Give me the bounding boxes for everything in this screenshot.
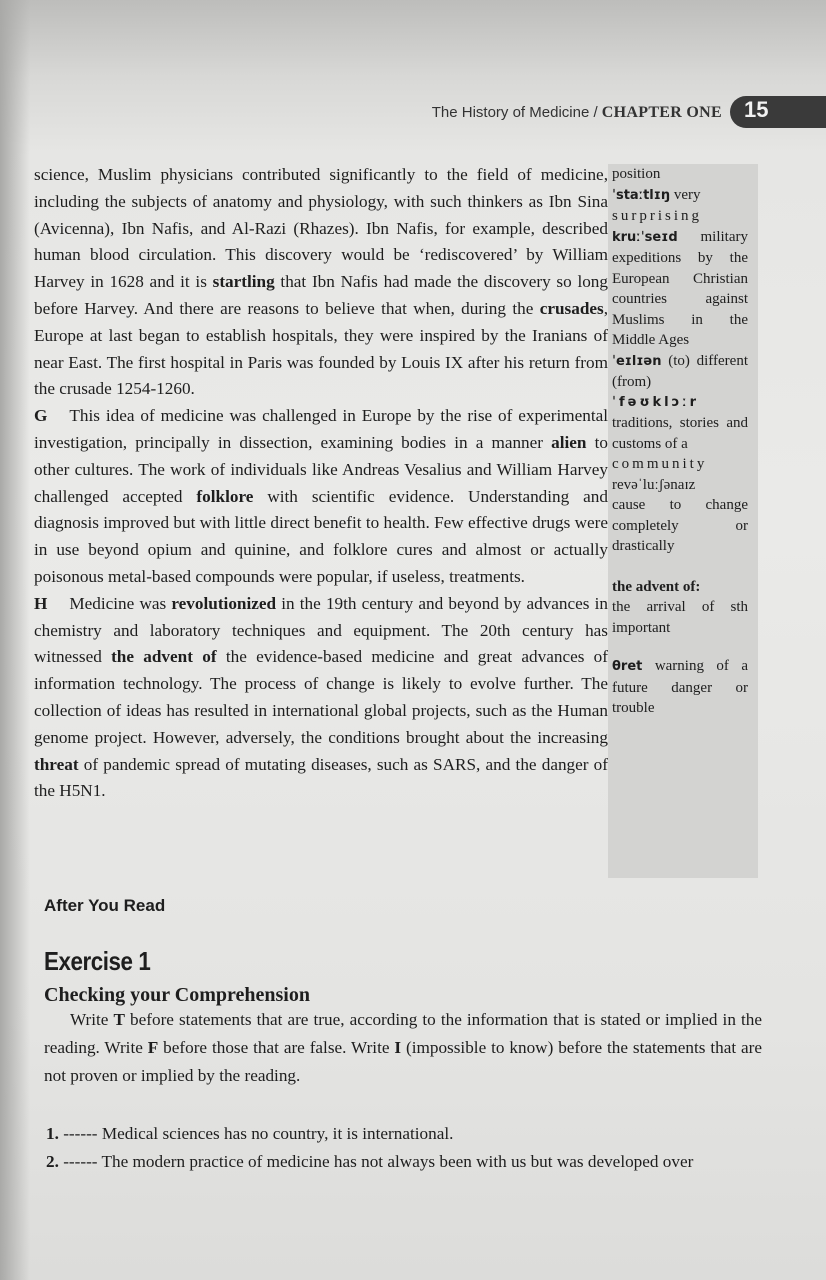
spacer bbox=[612, 557, 748, 577]
answer-code: I bbox=[394, 1038, 402, 1057]
vocab-term: crusades bbox=[539, 298, 604, 318]
spacer bbox=[612, 638, 748, 656]
glossary-term: the advent of: bbox=[612, 578, 701, 595]
glossary-entry bbox=[612, 185, 748, 207]
glossary-entry: surprising bbox=[612, 208, 702, 224]
text-span: the evidence-based medicine and great advances of information technology. The process of change is likely to evolve further. The collection of ideas has resulted in international global projects, such as the Human genome project. However, adversely, the conditions brought about the increasing bbox=[34, 647, 608, 747]
text-span: before statements that are true, according to the information that is stated or implied in the reading. Write bbox=[44, 1010, 762, 1057]
statement-item bbox=[46, 1120, 764, 1148]
phonetic: θret bbox=[612, 659, 643, 674]
exercise-instructions bbox=[44, 1006, 762, 1090]
statement-item bbox=[46, 1148, 764, 1176]
vocab-term: folklore bbox=[196, 486, 254, 506]
phonetic: ˈstaːtlɪŋ bbox=[612, 187, 671, 203]
answer-blank: ------ bbox=[58, 1124, 102, 1143]
definition: cause to change completely or drastically bbox=[612, 497, 748, 554]
text-span: with scientific evidence. Understanding and diagnosis improved but with little direct benefit to health. Few effective drugs were in use beyond opium and quinine, and folklore cures and almost or actually poisonous metal-based compounds were popular, if useless, treatments. bbox=[34, 486, 608, 586]
definition: military expeditions by the European Christian countries against Muslims in the Middle Ages bbox=[612, 228, 748, 348]
glossary-entry bbox=[612, 656, 748, 719]
running-header bbox=[0, 96, 826, 130]
header-title bbox=[432, 104, 722, 122]
statement-text: The modern practice of medicine has not always been with us but was developed over bbox=[101, 1152, 694, 1171]
glossary-entry bbox=[612, 351, 748, 393]
glossary-entry bbox=[612, 577, 748, 598]
paragraph-letter: H bbox=[34, 593, 48, 613]
text-span: science, Muslim physicians contributed significantly to the field of medicine, including the subjects of anatomy and physiology, with such thinkers as Ibn Sina (Avicenna), Ibn Nafis, and Al-Razi (Rhazes). Ibn Nafis, for example, described human blood circulation. This discovery would be ‘rediscovered’ by William Harvey in 1628 and it is bbox=[34, 165, 608, 292]
statement-text: Medical sciences has no country, it is international. bbox=[101, 1124, 454, 1143]
section-heading: After You Read bbox=[44, 896, 166, 915]
phonetic: revəˈluːʃənaɪz bbox=[612, 476, 696, 493]
exercise-subtitle: Checking your Comprehension bbox=[44, 984, 310, 1006]
header-chapter: CHAPTER ONE bbox=[601, 104, 722, 121]
text-span: in the 19th century and beyond by advances in chemistry and laboratory techniques and equipment. The 20th century has witnessed bbox=[34, 593, 609, 667]
paragraph-g bbox=[34, 403, 608, 591]
phonetic: ˈeɪlɪən bbox=[612, 353, 662, 369]
vocab-term: alien bbox=[551, 432, 587, 452]
definition: warning of a future danger or trouble bbox=[612, 658, 748, 716]
text-span: (impossible to know) before the statements that are not proven or implied by the reading. bbox=[44, 1038, 763, 1085]
text-span: before those that are false. Write bbox=[158, 1038, 395, 1057]
answer-code: T bbox=[113, 1010, 125, 1029]
text-span: that Ibn Nafis had made the discovery so long before Harvey. And there are reasons to believe that when, during the bbox=[34, 272, 608, 318]
page-shadow bbox=[0, 0, 30, 1280]
answer-code: F bbox=[147, 1038, 159, 1057]
definition: the arrival of sth important bbox=[612, 599, 748, 636]
text-span: to other cultures. The work of individuals like Andreas Vesalius and William Harvey challenged accepted bbox=[34, 432, 608, 506]
text-span: Write bbox=[70, 1010, 114, 1029]
statement-list bbox=[46, 1120, 764, 1176]
exercise-title: Exercise 1 bbox=[44, 946, 151, 976]
statement-number: 2. bbox=[46, 1152, 59, 1171]
definition: (to) different (from) bbox=[612, 352, 748, 390]
phonetic: ˈfəʊklɔːr bbox=[612, 394, 700, 410]
text-span: of pandemic spread of mutating diseases, such as SARS, and the danger of the H5N1. bbox=[34, 754, 608, 801]
phonetic: kruːˈseɪd bbox=[612, 229, 678, 245]
glossary-entry bbox=[612, 227, 748, 351]
paragraph-f-continued bbox=[34, 162, 608, 403]
text-span: Medicine was bbox=[69, 593, 172, 613]
vocab-term: revolutionized bbox=[171, 593, 277, 613]
definition: traditions, stories and customs of a bbox=[612, 415, 748, 452]
vocab-term: threat bbox=[34, 754, 79, 774]
text-span: , Europe at last began to establish hospitals, they were inspired by the Iranians of near East. The first hospital in Paris was founded by Louis IX after his return from the crusade 1254-1260. bbox=[34, 298, 608, 399]
page-number: 15 bbox=[744, 97, 769, 122]
header-book-title: The History of Medicine / bbox=[431, 104, 602, 121]
paragraph-h bbox=[34, 591, 608, 805]
statement-number: 1. bbox=[46, 1124, 59, 1143]
glossary-entry: community bbox=[612, 456, 708, 472]
vocab-term: the advent of bbox=[111, 647, 217, 667]
page-number-badge bbox=[730, 96, 826, 128]
reading-passage bbox=[34, 162, 608, 805]
glossary-entry: position bbox=[612, 166, 661, 182]
paragraph-letter: G bbox=[34, 406, 48, 426]
vocab-term: startling bbox=[212, 272, 275, 292]
text-span: This idea of medicine was challenged in Europe by the rise of experimental investigation, principally in dissection, examining bodies in a manner bbox=[34, 406, 608, 452]
answer-blank: ------ bbox=[58, 1152, 102, 1171]
definition: very bbox=[670, 186, 701, 203]
glossary bbox=[612, 164, 748, 719]
